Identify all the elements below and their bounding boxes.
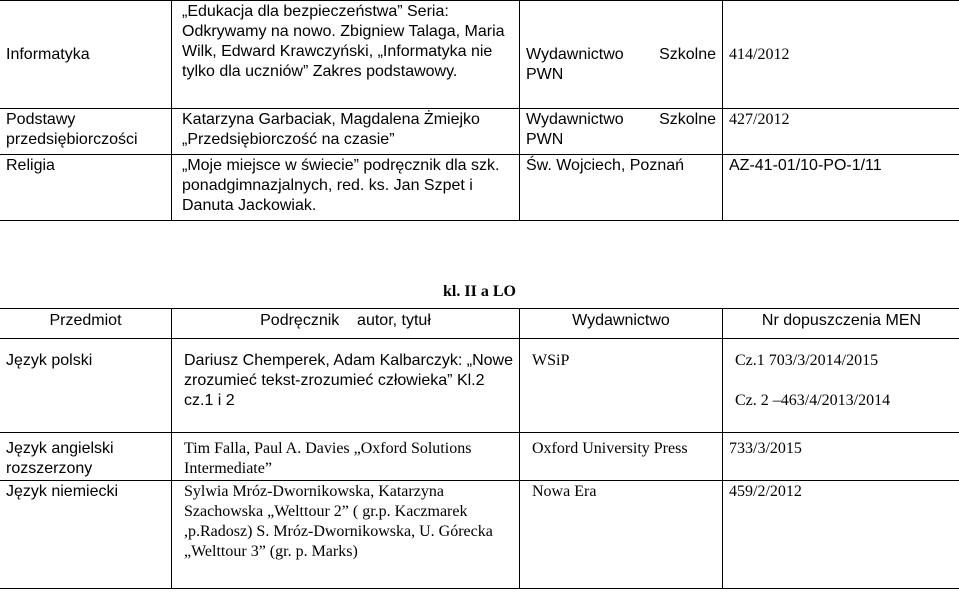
subject-cell: Religia	[0, 155, 172, 221]
table-row	[0, 481, 959, 589]
subject-cell: Język polski	[0, 339, 172, 433]
publisher-cell: WSiP	[520, 339, 723, 433]
textbook-table-1	[0, 0, 959, 221]
approval-number-cell: AZ-41-01/10-PO-1/11	[723, 155, 959, 221]
header-publisher: Wydawnictwo	[520, 309, 723, 339]
textbook-cell: Katarzyna Garbaciak, Magdalena Żmiejko „Przedsiębiorczość na czasie”	[172, 109, 520, 155]
table-row	[0, 109, 959, 155]
textbook-cell: „Moje miejsce w świecie” podręcznik dla szk. ponadgimnazjalnych, red. ks. Jan Szpet i Danuta Jackowiak.	[172, 155, 520, 221]
approval-number-cell: 427/2012	[723, 109, 959, 155]
textbook-cell: „Edukacja dla bezpieczeństwa” Seria: Odkrywamy na nowo. Zbigniew Talaga, Maria Wilk, Edward Krawczyński, „Informatyka nie tylko dla uczniów” Zakres podstawowy.	[172, 1, 520, 109]
header-subject: Przedmiot	[0, 309, 172, 339]
approval-number-cell: 733/3/2015	[723, 433, 959, 481]
table-header-row	[0, 309, 959, 339]
publisher-cell: Św. Wojciech, Poznań	[520, 155, 723, 221]
subject-cell: Podstawy przedsiębiorczości	[0, 109, 172, 155]
approval-number-cell: 414/2012	[723, 1, 959, 109]
subject-cell: Informatyka	[0, 1, 172, 109]
publisher-cell: Oxford University Press	[520, 433, 723, 481]
publisher-cell: Wydawnictwo Szkolne PWN	[520, 109, 723, 155]
publisher-cell: Wydawnictwo Szkolne PWN	[520, 1, 723, 109]
textbook-cell: Sylwia Mróz-Dwornikowska, Katarzyna Szachowska „Welttour 2” ( gr.p. Kaczmarek ,p.Radosz) S. Mróz-Dwornikowska, U. Górecka „Welttour 3” (gr. p. Marks)	[172, 481, 520, 589]
header-textbook: Podręcznik autor, tytuł	[172, 309, 520, 339]
table-row	[0, 433, 959, 481]
table-row	[0, 339, 959, 433]
publisher-cell: Nowa Era	[520, 481, 723, 589]
subject-cell: Język angielski rozszerzony	[0, 433, 172, 481]
table-row	[0, 1, 959, 109]
table-row	[0, 155, 959, 221]
class-title: kl. II a LO	[443, 283, 516, 300]
textbook-cell: Dariusz Chemperek, Adam Kalbarczyk: „Nowe zrozumieć tekst-zrozumieć człowieka” Kl.2 cz.1 i 2	[172, 339, 520, 433]
header-approval-number: Nr dopuszczenia MEN	[723, 309, 959, 339]
approval-number-cell: 459/2/2012	[723, 481, 959, 589]
subject-cell: Język niemiecki	[0, 481, 172, 589]
approval-number-cell: Cz.1 703/3/2014/2015 Cz. 2 –463/4/2013/2014	[723, 339, 959, 433]
textbook-table-2	[0, 308, 959, 589]
textbook-cell: Tim Falla, Paul A. Davies „Oxford Solutions Intermediate”	[172, 433, 520, 481]
